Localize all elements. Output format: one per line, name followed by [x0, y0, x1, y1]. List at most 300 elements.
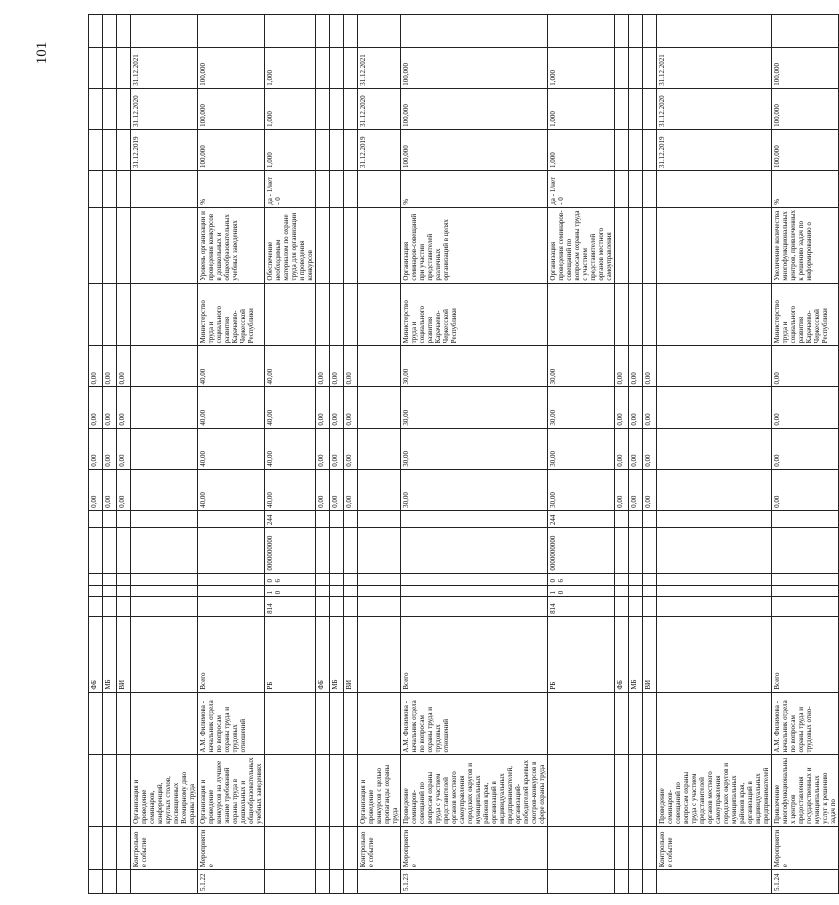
cell-exec — [117, 692, 131, 755]
cell-y4: 0,00 — [89, 346, 103, 387]
cell-pr — [344, 573, 358, 585]
cell-v2 — [330, 88, 344, 129]
cell-v1 — [344, 129, 358, 170]
cell-unit — [657, 171, 772, 208]
cell-grbs — [316, 597, 330, 616]
cell-unit — [330, 171, 344, 208]
cell-vr — [643, 510, 657, 527]
cell-v2 — [629, 88, 643, 129]
cell-result — [358, 207, 401, 283]
cell-rz: 10 — [265, 585, 316, 597]
cell-csr — [103, 528, 117, 573]
cell-code — [643, 870, 657, 894]
cell-vr: 244 — [548, 510, 615, 527]
cell-src — [131, 616, 198, 692]
cell-y2 — [131, 428, 198, 469]
cell-v4 — [89, 15, 103, 48]
table-row — [131, 15, 198, 894]
cell-type — [330, 826, 344, 869]
rotated-table-container — [88, 14, 837, 894]
cell-resp — [330, 283, 344, 346]
cell-code — [629, 870, 643, 894]
cell-v4 — [657, 15, 772, 48]
cell-src: Всего — [772, 616, 839, 692]
cell-resp: Министерство труда и социального развития Карачаево-Черкесской Республики — [401, 283, 548, 346]
cell-v4 — [401, 15, 548, 48]
cell-code — [265, 870, 316, 894]
cell-y3: 0,00 — [772, 387, 839, 428]
table-row — [89, 15, 103, 894]
cell-y1: 0,00 — [316, 469, 330, 510]
table-row — [117, 15, 131, 894]
cell-v1: 1,000 — [265, 129, 316, 170]
cell-pr — [657, 573, 772, 585]
cell-y3: 30,00 — [401, 387, 548, 428]
cell-v2: 31.12.2020 — [657, 88, 772, 129]
cell-type — [615, 826, 629, 869]
cell-v2 — [316, 88, 330, 129]
cell-v3: 100,000 — [198, 47, 265, 88]
cell-code — [103, 870, 117, 894]
cell-type — [548, 826, 615, 869]
cell-rz: 10 — [548, 585, 615, 597]
cell-vr — [401, 510, 548, 527]
cell-rz — [330, 585, 344, 597]
cell-v1: 100,000 — [772, 129, 839, 170]
cell-type: Мероприятие — [772, 826, 839, 869]
cell-pr — [643, 573, 657, 585]
cell-exec — [657, 692, 772, 755]
cell-y1: 40,00 — [198, 469, 265, 510]
cell-v4 — [131, 15, 198, 48]
cell-result — [657, 207, 772, 283]
cell-exec: А.М. Филимова - начальник отдела по вопросам охраны труда и трудовых отношений — [401, 692, 548, 755]
cell-resp — [358, 283, 401, 346]
cell-rz — [657, 585, 772, 597]
cell-unit: да - 1/нет - 0 — [548, 171, 615, 208]
cell-y2 — [657, 428, 772, 469]
cell-name: Организация и проведение семинаров, конференций, круглых столов, посвященных Всемирному дню охраны труда — [131, 755, 198, 826]
cell-type — [643, 826, 657, 869]
cell-y2: 0,00 — [629, 428, 643, 469]
cell-v4 — [548, 15, 615, 48]
cell-name: Привлечение многофункциональных центров предоставления государственных и муниципальных услуг к решению задач по — [772, 755, 839, 826]
cell-v4 — [330, 15, 344, 48]
cell-unit — [358, 171, 401, 208]
cell-v1 — [629, 129, 643, 170]
cell-type — [117, 826, 131, 869]
table-row — [330, 15, 344, 894]
cell-y3: 40,00 — [265, 387, 316, 428]
cell-code — [548, 870, 615, 894]
cell-src: ВИ — [643, 616, 657, 692]
cell-unit — [103, 171, 117, 208]
cell-result — [103, 207, 117, 283]
program-measures-table — [88, 14, 839, 894]
cell-type — [265, 826, 316, 869]
cell-unit — [344, 171, 358, 208]
cell-resp — [316, 283, 330, 346]
cell-code — [344, 870, 358, 894]
cell-vr — [615, 510, 629, 527]
cell-src: ВИ — [344, 616, 358, 692]
cell-code — [316, 870, 330, 894]
cell-v1 — [643, 129, 657, 170]
cell-v2: 31.12.2020 — [131, 88, 198, 129]
cell-v3: 1,000 — [265, 47, 316, 88]
cell-y3: 0,00 — [103, 387, 117, 428]
cell-result: Обеспечение необходимым материалом по охране труда для организации и проведения конкурсов — [265, 207, 316, 283]
cell-exec — [316, 692, 330, 755]
cell-v3 — [117, 47, 131, 88]
cell-code — [131, 870, 198, 894]
cell-pr — [131, 573, 198, 585]
cell-csr — [344, 528, 358, 573]
cell-unit — [643, 171, 657, 208]
cell-v3: 100,000 — [772, 47, 839, 88]
cell-exec — [344, 692, 358, 755]
cell-y4 — [358, 346, 401, 387]
cell-y3: 30,00 — [548, 387, 615, 428]
cell-unit: да - 1/нет - 0 — [265, 171, 316, 208]
cell-src: МБ — [103, 616, 117, 692]
cell-csr — [131, 528, 198, 573]
cell-y1: 0,00 — [772, 469, 839, 510]
cell-type: Контрольное событие — [131, 826, 198, 869]
cell-pr — [358, 573, 401, 585]
cell-v3 — [89, 47, 103, 88]
cell-code — [615, 870, 629, 894]
cell-v1: 31.12.2019 — [358, 129, 401, 170]
table-row — [358, 15, 401, 894]
cell-exec — [358, 692, 401, 755]
cell-vr — [316, 510, 330, 527]
cell-v3: 1,000 — [548, 47, 615, 88]
cell-exec — [330, 692, 344, 755]
cell-name — [344, 755, 358, 826]
cell-pr: 06 — [548, 573, 615, 585]
cell-csr — [643, 528, 657, 573]
cell-y3 — [657, 387, 772, 428]
cell-vr — [103, 510, 117, 527]
cell-unit — [629, 171, 643, 208]
cell-y4: 0,00 — [117, 346, 131, 387]
cell-grbs — [657, 597, 772, 616]
cell-y2: 0,00 — [330, 428, 344, 469]
cell-src — [657, 616, 772, 692]
cell-y2: 0,00 — [344, 428, 358, 469]
table-row — [772, 15, 839, 894]
cell-rz — [103, 585, 117, 597]
cell-y1: 0,00 — [643, 469, 657, 510]
cell-unit — [615, 171, 629, 208]
cell-resp — [103, 283, 117, 346]
cell-vr — [772, 510, 839, 527]
cell-v2 — [344, 88, 358, 129]
cell-y4: 0,00 — [103, 346, 117, 387]
cell-v2 — [643, 88, 657, 129]
cell-csr — [198, 528, 265, 573]
cell-vr: 244 — [265, 510, 316, 527]
cell-csr — [657, 528, 772, 573]
cell-unit — [117, 171, 131, 208]
cell-name — [265, 755, 316, 826]
cell-v1 — [330, 129, 344, 170]
cell-pr — [117, 573, 131, 585]
cell-csr — [401, 528, 548, 573]
cell-v3 — [643, 47, 657, 88]
cell-type: Контрольное событие — [657, 826, 772, 869]
cell-rz — [772, 585, 839, 597]
cell-v2: 1,000 — [265, 88, 316, 129]
cell-v2 — [89, 88, 103, 129]
cell-v3 — [344, 47, 358, 88]
cell-grbs — [629, 597, 643, 616]
cell-v4 — [344, 15, 358, 48]
cell-y2: 40,00 — [198, 428, 265, 469]
cell-v2: 1,000 — [548, 88, 615, 129]
cell-exec: А.М. Филимова - начальник отдела по вопросам охраны труда и трудовых отно- — [772, 692, 839, 755]
cell-unit — [131, 171, 198, 208]
cell-grbs — [198, 597, 265, 616]
cell-y1: 0,00 — [89, 469, 103, 510]
cell-result — [629, 207, 643, 283]
cell-name — [629, 755, 643, 826]
table-row — [198, 15, 265, 894]
cell-y4 — [131, 346, 198, 387]
cell-rz — [198, 585, 265, 597]
cell-y3 — [131, 387, 198, 428]
cell-y4: 40,00 — [265, 346, 316, 387]
cell-name — [89, 755, 103, 826]
cell-rz — [316, 585, 330, 597]
cell-unit: % — [772, 171, 839, 208]
cell-pr — [316, 573, 330, 585]
cell-v4 — [117, 15, 131, 48]
cell-resp — [89, 283, 103, 346]
cell-y3: 0,00 — [643, 387, 657, 428]
cell-v4 — [103, 15, 117, 48]
cell-code — [657, 870, 772, 894]
cell-result — [117, 207, 131, 283]
cell-grbs: 814 — [548, 597, 615, 616]
cell-v3 — [330, 47, 344, 88]
cell-vr — [629, 510, 643, 527]
table-row — [316, 15, 330, 894]
cell-v2 — [103, 88, 117, 129]
cell-v2: 31.12.2020 — [358, 88, 401, 129]
cell-y4: 0,00 — [330, 346, 344, 387]
cell-type — [103, 826, 117, 869]
cell-v3: 100,000 — [401, 47, 548, 88]
cell-vr — [358, 510, 401, 527]
cell-exec — [89, 692, 103, 755]
cell-grbs — [103, 597, 117, 616]
cell-v2: 100,000 — [772, 88, 839, 129]
cell-code: 5.1.23 — [401, 870, 548, 894]
table-row — [548, 15, 615, 894]
cell-code — [330, 870, 344, 894]
cell-v4 — [265, 15, 316, 48]
cell-y4: 0,00 — [772, 346, 839, 387]
cell-y1: 0,00 — [330, 469, 344, 510]
cell-pr — [772, 573, 839, 585]
cell-y1: 30,00 — [548, 469, 615, 510]
cell-y4: 0,00 — [615, 346, 629, 387]
cell-result — [89, 207, 103, 283]
cell-vr — [330, 510, 344, 527]
cell-code: 5.1.22 — [198, 870, 265, 894]
cell-y1: 0,00 — [117, 469, 131, 510]
cell-resp — [265, 283, 316, 346]
cell-result: Уровень организации и проведения конкурсов в дошкольных и общеобразовательных учебных заведениях — [198, 207, 265, 283]
cell-code — [89, 870, 103, 894]
cell-y1 — [131, 469, 198, 510]
cell-src: ФБ — [615, 616, 629, 692]
cell-csr — [629, 528, 643, 573]
cell-name — [103, 755, 117, 826]
cell-code — [117, 870, 131, 894]
cell-exec — [265, 692, 316, 755]
cell-y3: 0,00 — [344, 387, 358, 428]
cell-y4: 0,00 — [629, 346, 643, 387]
cell-rz — [117, 585, 131, 597]
cell-v1 — [117, 129, 131, 170]
cell-y4 — [657, 346, 772, 387]
cell-vr — [198, 510, 265, 527]
cell-y3: 0,00 — [316, 387, 330, 428]
cell-csr: 0000000000 — [265, 528, 316, 573]
cell-resp — [643, 283, 657, 346]
cell-rz — [131, 585, 198, 597]
cell-pr — [629, 573, 643, 585]
cell-y2: 30,00 — [401, 428, 548, 469]
cell-vr — [131, 510, 198, 527]
cell-src: Всего — [401, 616, 548, 692]
cell-result — [131, 207, 198, 283]
cell-y4: 0,00 — [316, 346, 330, 387]
cell-y3: 0,00 — [117, 387, 131, 428]
cell-csr — [117, 528, 131, 573]
cell-y4: 30,00 — [548, 346, 615, 387]
cell-src — [358, 616, 401, 692]
cell-src: МБ — [629, 616, 643, 692]
table-row — [265, 15, 316, 894]
cell-unit — [316, 171, 330, 208]
table-row — [401, 15, 548, 894]
cell-vr — [344, 510, 358, 527]
cell-src: РБ — [265, 616, 316, 692]
cell-unit: % — [401, 171, 548, 208]
cell-y1: 30,00 — [401, 469, 548, 510]
cell-y4: 0,00 — [643, 346, 657, 387]
cell-vr — [89, 510, 103, 527]
cell-pr — [401, 573, 548, 585]
cell-y3: 0,00 — [615, 387, 629, 428]
cell-csr — [89, 528, 103, 573]
page-number: 101 — [34, 41, 50, 65]
cell-v1: 1,000 — [548, 129, 615, 170]
cell-pr — [89, 573, 103, 585]
cell-name — [548, 755, 615, 826]
cell-result — [330, 207, 344, 283]
cell-y2 — [358, 428, 401, 469]
cell-resp: Министерство труда и социального развития Карачаево-Черкесской Республики — [198, 283, 265, 346]
cell-unit — [89, 171, 103, 208]
cell-rz — [344, 585, 358, 597]
table-row — [103, 15, 117, 894]
cell-result — [643, 207, 657, 283]
cell-type: Мероприятие — [198, 826, 265, 869]
cell-csr: 0000000000 — [548, 528, 615, 573]
cell-name — [615, 755, 629, 826]
cell-resp — [548, 283, 615, 346]
cell-grbs — [358, 597, 401, 616]
cell-result: Организация семинаров-совещаний при участии представителей различных организаций в целях — [401, 207, 548, 283]
table-row — [657, 15, 772, 894]
cell-src: ВИ — [117, 616, 131, 692]
cell-result — [344, 207, 358, 283]
cell-name: Проведение семинаров-совещаний по вопросам охраны труда с участием представителей органов местного самоуправления городских округов и муниципальных районов края, организаций в индивидуальных предпринимателей, организаций-победителей краевых смотров-конкурсов в сфере охраны труда — [401, 755, 548, 826]
table-row — [344, 15, 358, 894]
cell-y2: 0,00 — [103, 428, 117, 469]
cell-y2: 0,00 — [615, 428, 629, 469]
cell-rz — [358, 585, 401, 597]
cell-pr: 06 — [265, 573, 316, 585]
cell-v4 — [629, 15, 643, 48]
cell-v2: 100,000 — [401, 88, 548, 129]
cell-v1: 31.12.2019 — [657, 129, 772, 170]
cell-result — [316, 207, 330, 283]
cell-v4 — [358, 15, 401, 48]
cell-v2 — [117, 88, 131, 129]
cell-v2: 100,000 — [198, 88, 265, 129]
cell-grbs — [615, 597, 629, 616]
cell-src: МБ — [330, 616, 344, 692]
cell-type: Контрольное событие — [358, 826, 401, 869]
cell-v1: 100,000 — [401, 129, 548, 170]
cell-code: 5.1.24 — [772, 870, 839, 894]
cell-y2: 30,00 — [548, 428, 615, 469]
cell-exec — [131, 692, 198, 755]
cell-v3 — [316, 47, 330, 88]
cell-y1: 0,00 — [344, 469, 358, 510]
cell-grbs — [89, 597, 103, 616]
cell-grbs — [643, 597, 657, 616]
cell-v3: 31.12.2021 — [358, 47, 401, 88]
cell-exec — [643, 692, 657, 755]
cell-v4 — [198, 15, 265, 48]
cell-y2: 40,00 — [265, 428, 316, 469]
cell-grbs — [330, 597, 344, 616]
cell-v1: 100,000 — [198, 129, 265, 170]
cell-name — [117, 755, 131, 826]
cell-y2: 0,00 — [772, 428, 839, 469]
cell-pr — [198, 573, 265, 585]
cell-vr — [657, 510, 772, 527]
cell-grbs — [401, 597, 548, 616]
cell-y3 — [358, 387, 401, 428]
cell-resp — [615, 283, 629, 346]
cell-v3 — [103, 47, 117, 88]
cell-pr — [103, 573, 117, 585]
cell-name — [316, 755, 330, 826]
cell-y4: 40,00 — [198, 346, 265, 387]
cell-v4 — [772, 15, 839, 48]
cell-y2: 0,00 — [117, 428, 131, 469]
cell-name — [643, 755, 657, 826]
cell-vr — [117, 510, 131, 527]
